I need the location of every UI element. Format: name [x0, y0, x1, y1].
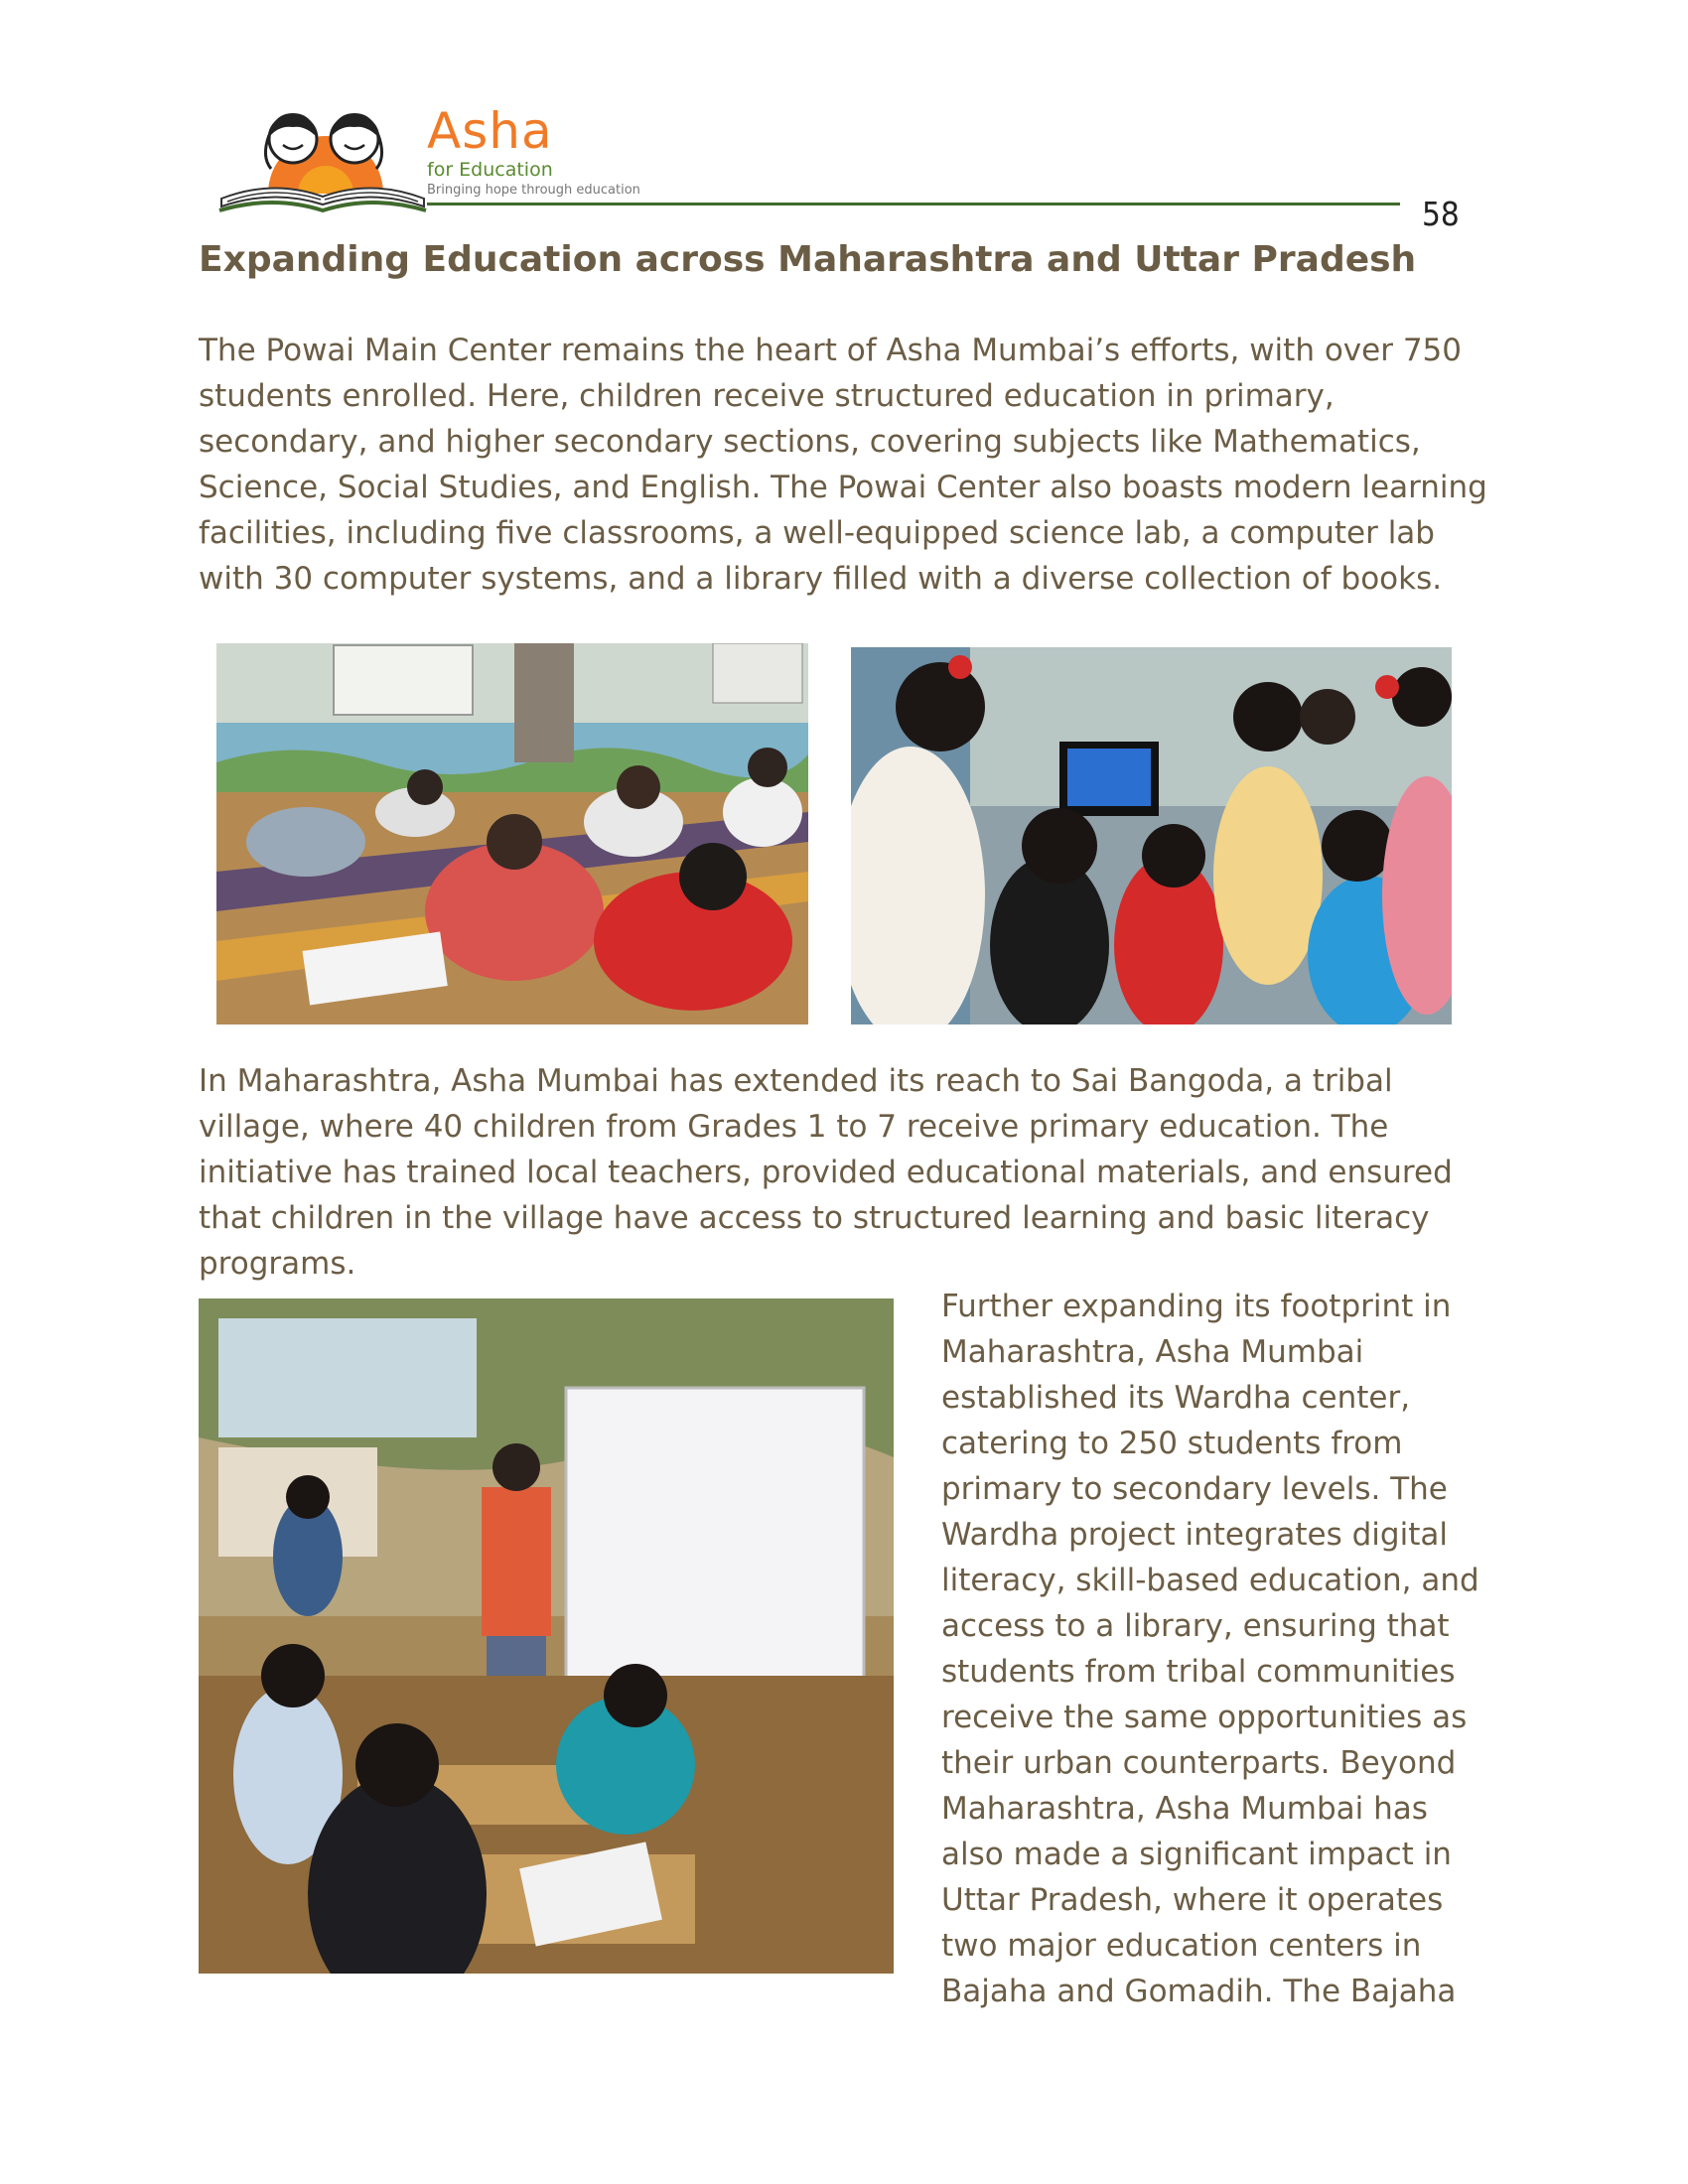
wardha-classroom-photo: [199, 1298, 894, 1974]
computer-lab-photo: [851, 647, 1452, 1024]
brand-tagline: Bringing hope through education: [427, 183, 640, 198]
section-heading: Expanding Education across Maharashtra and Uttar Pradesh: [199, 239, 1417, 280]
classroom-photo-floor-study: [216, 643, 808, 1024]
paragraph-sai-bangoda: In Maharashtra, Asha Mumbai has extended its reach to Sai Bangoda, a tribal village, where 40 children from Grades 1 to 7 receive primary education. The initiative has trained local teachers, provided educational materials, and ensured that children in the village have access to structured learning and basic literacy programs.: [199, 1063, 1453, 1282]
brand-name: Asha: [427, 102, 553, 160]
paragraph-powai-center: The Powai Main Center remains the heart of Asha Mumbai’s efforts, with over 750 students enrolled. Here, children receive structured education in primary, secondary, and higher secondary sections, covering subjects like Mathematics, Science, Social Studies, and English. The Powai Center also boasts modern learning facilities, including five classrooms, a well-equipped science lab, a computer lab with 30 computer systems, and a library filled with a diverse collection of books.: [199, 333, 1487, 597]
brand-subtitle: for Education: [427, 159, 553, 181]
paragraph-wardha-uttar-pradesh: Further expanding its footprint in Maharashtra, Asha Mumbai established its Wardha center, catering to 250 students from primary to secondary levels. The Wardha project integrates digital literacy, skill-based education, and access to a library, ensuring that students from tribal communities receive the same opportunities as their urban counterparts. Beyond Maharashtra, Asha Mumbai has also made a significant impact in Uttar Pradesh, where it operates two major education centers in Bajaha and Gomadih. The Bajaha: [941, 1289, 1479, 2009]
header-divider: [427, 203, 1400, 205]
page-number: 58: [1422, 195, 1460, 233]
